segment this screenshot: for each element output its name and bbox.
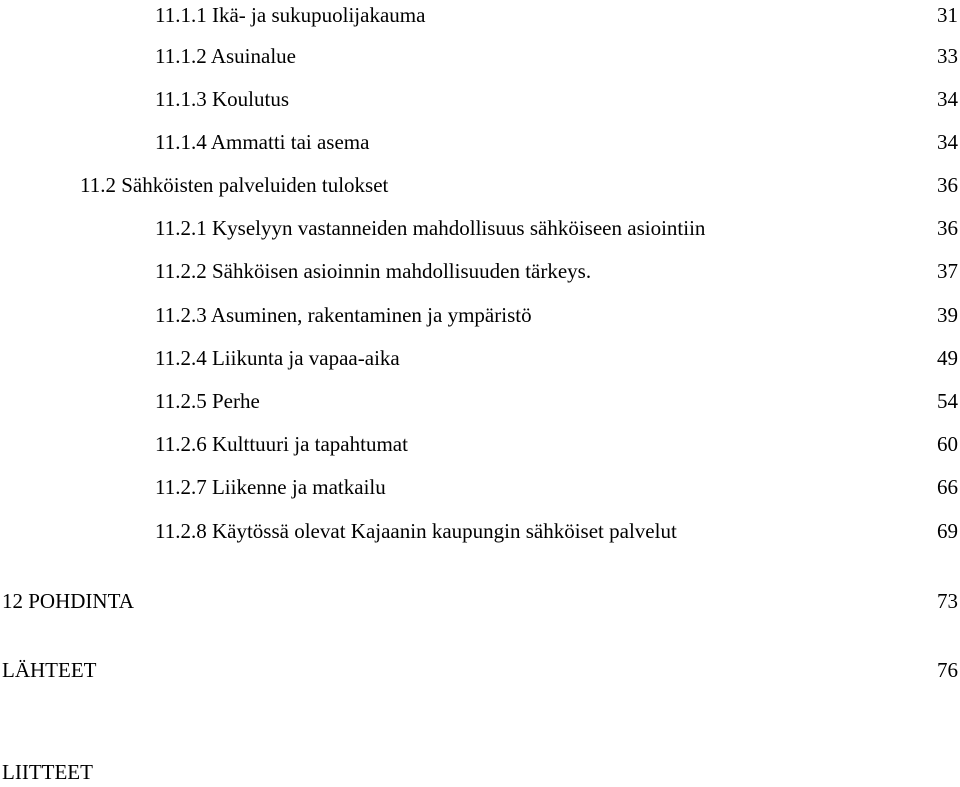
toc-page-number: 36	[937, 173, 958, 197]
toc-entry-11-2-3[interactable]	[0, 300, 960, 330]
toc-entry-title: LÄHTEET	[2, 658, 97, 682]
toc-entry-title: 11.2.5 Perhe	[155, 389, 260, 413]
toc-entry-title: 11.2 Sähköisten palveluiden tulokset	[80, 173, 389, 197]
toc-entry-11-2-4[interactable]	[0, 343, 960, 373]
toc-entry-title: 11.2.7 Liikenne ja matkailu	[155, 475, 386, 499]
toc-page-number: 69	[937, 519, 958, 543]
toc-page-number: 73	[937, 589, 958, 613]
toc-page-number: 36	[937, 216, 958, 240]
toc-entry-11-1-2[interactable]	[0, 41, 960, 71]
toc-entry-11-2[interactable]	[0, 170, 960, 200]
toc-entry-liitteet[interactable]	[0, 757, 960, 787]
toc-entry-title: 11.2.3 Asuminen, rakentaminen ja ympäristö	[155, 303, 532, 327]
toc-page-number: 76	[937, 658, 958, 682]
toc-entry-title: 12 POHDINTA	[2, 589, 134, 613]
toc-page-number: 54	[937, 389, 958, 413]
toc-page-number: 60	[937, 432, 958, 456]
toc-entry-11-2-1[interactable]	[0, 213, 960, 243]
toc-entry-11-1-1[interactable]	[0, 0, 960, 30]
toc-page-number: 34	[937, 130, 958, 154]
toc-page-number: 49	[937, 346, 958, 370]
toc-entry-11-2-6[interactable]	[0, 429, 960, 459]
toc-page-number: 66	[937, 475, 958, 499]
toc-entry-12-pohdinta[interactable]	[0, 586, 960, 616]
toc-entry-title: 11.2.2 Sähköisen asioinnin mahdollisuuden tärkeys.	[155, 259, 592, 283]
toc-entry-11-2-2[interactable]	[0, 256, 960, 286]
toc-entry-title: 11.2.8 Käytössä olevat Kajaanin kaupungin sähköiset palvelut	[155, 519, 677, 543]
toc-entry-title: 11.1.1 Ikä- ja sukupuolijakauma	[155, 3, 426, 27]
toc-page-number: 31	[937, 3, 958, 27]
toc-entry-title: 11.1.2 Asuinalue	[155, 44, 296, 68]
toc-entry-title: 11.2.1 Kyselyyn vastanneiden mahdollisuus sähköiseen asiointiin	[155, 216, 706, 240]
toc-entry-title: 11.2.6 Kulttuuri ja tapahtumat	[155, 432, 408, 456]
toc-entry-title: 11.2.4 Liikunta ja vapaa-aika	[155, 346, 400, 370]
toc-page-number: 37	[937, 259, 958, 283]
toc-entry-title: LIITTEET	[2, 760, 93, 784]
toc-entry-11-2-5[interactable]	[0, 386, 960, 416]
toc-entry-11-1-3[interactable]	[0, 84, 960, 114]
toc-entry-title: 11.1.4 Ammatti tai asema	[155, 130, 370, 154]
toc-entry-11-2-8[interactable]	[0, 516, 960, 546]
toc-entry-11-2-7[interactable]	[0, 472, 960, 502]
toc-entry-title: 11.1.3 Koulutus	[155, 87, 289, 111]
toc-entry-lahteet[interactable]	[0, 655, 960, 685]
toc-page-number: 33	[937, 44, 958, 68]
toc-page-number: 39	[937, 303, 958, 327]
toc-page-number: 34	[937, 87, 958, 111]
toc-entry-11-1-4[interactable]	[0, 127, 960, 157]
